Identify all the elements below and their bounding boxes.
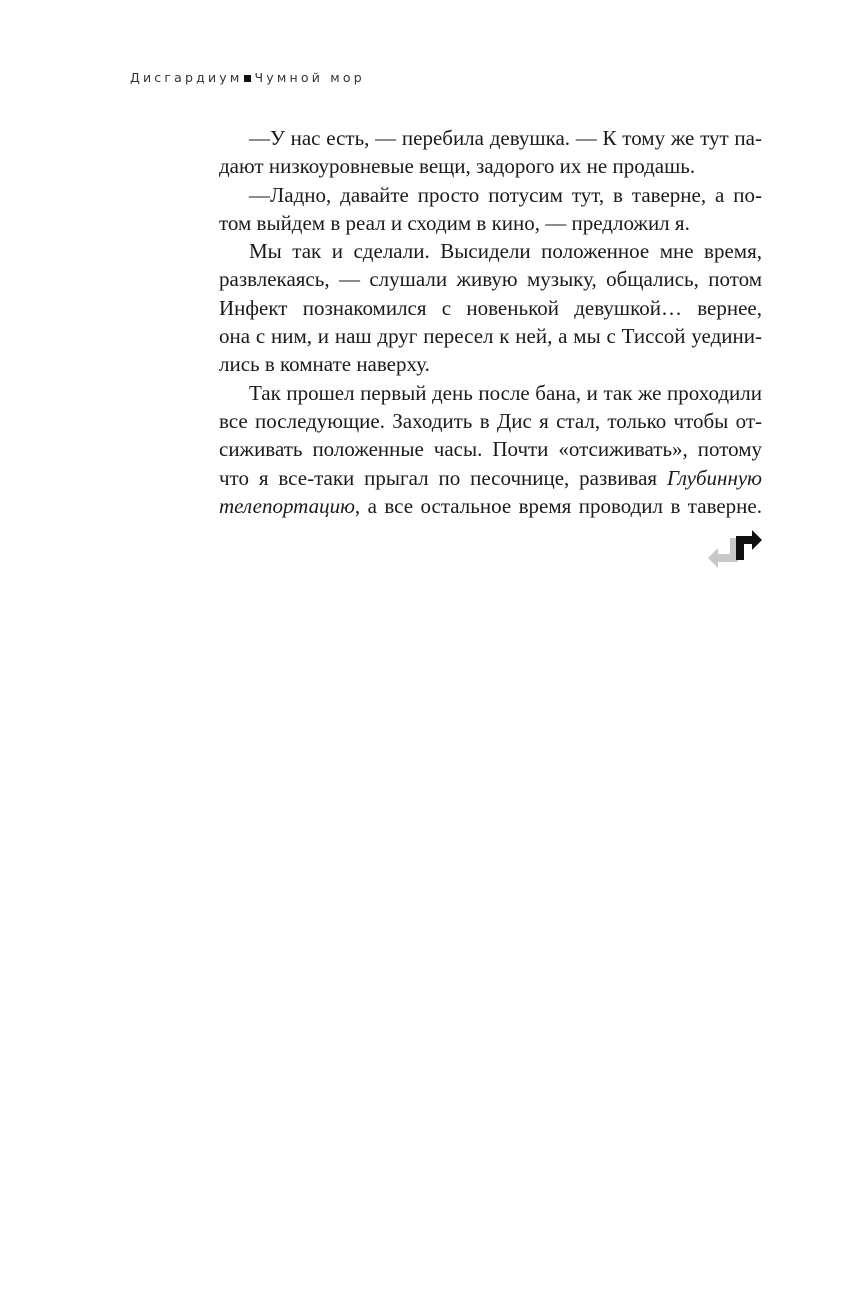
book-title: Дисгардиум (130, 70, 243, 85)
text-line (189, 464, 762, 492)
separator-square-icon (244, 75, 251, 82)
text-line: Мы так и сделали. Высидели положенное мне время, (249, 239, 762, 264)
text-line: все последующие. Заходить в Дис я стал, только чтобы от- (219, 408, 762, 433)
text-line: дают низкоуровневые вещи, задорого их не продашь. (219, 154, 696, 179)
text-line: Инфект познакомился с новенькой девушкой… вернее, (219, 295, 762, 320)
italic-term: телепортацию (219, 493, 355, 518)
running-head (130, 70, 365, 85)
text-line: Так прошел первый день после бана, и так же проходили (249, 380, 762, 405)
arrow-forward-icon[interactable] (736, 530, 762, 560)
body-text (189, 124, 762, 520)
text-line: том выйдем в реал и сходим в кино, — предложил я. (219, 210, 690, 235)
text-line: —Ладно, давайте просто потусим тут, в таверне, а по- (249, 182, 762, 207)
text-line: она с ним, и наш друг пересел к ней, а мы с Тиссой уедини- (219, 324, 762, 349)
text-line: лись в комнате наверху. (219, 352, 430, 377)
part-title: Чумной мор (254, 70, 365, 85)
paragraph (189, 379, 762, 520)
text-line: —У нас есть, — перебила девушка. — К тому же тут па- (249, 126, 762, 150)
paragraph (189, 237, 762, 378)
paragraph (189, 181, 762, 238)
paragraph (189, 124, 762, 181)
page-navigation (706, 528, 764, 572)
text-line: сиживать положенные часы. Почти «отсиживать», потому (219, 437, 762, 462)
text-line (189, 492, 762, 520)
arrow-back-icon[interactable] (708, 538, 738, 568)
page-navigation-arrows (706, 528, 764, 572)
text-segment: что я все-таки прыгал по песочнице, развивая (219, 465, 667, 490)
text-line: развлекаясь, — слушали живую музыку, общались, потом (219, 267, 762, 292)
italic-term: Глубинную (666, 465, 762, 490)
text-segment: , а все остальное время проводил в таверне. (354, 493, 762, 518)
